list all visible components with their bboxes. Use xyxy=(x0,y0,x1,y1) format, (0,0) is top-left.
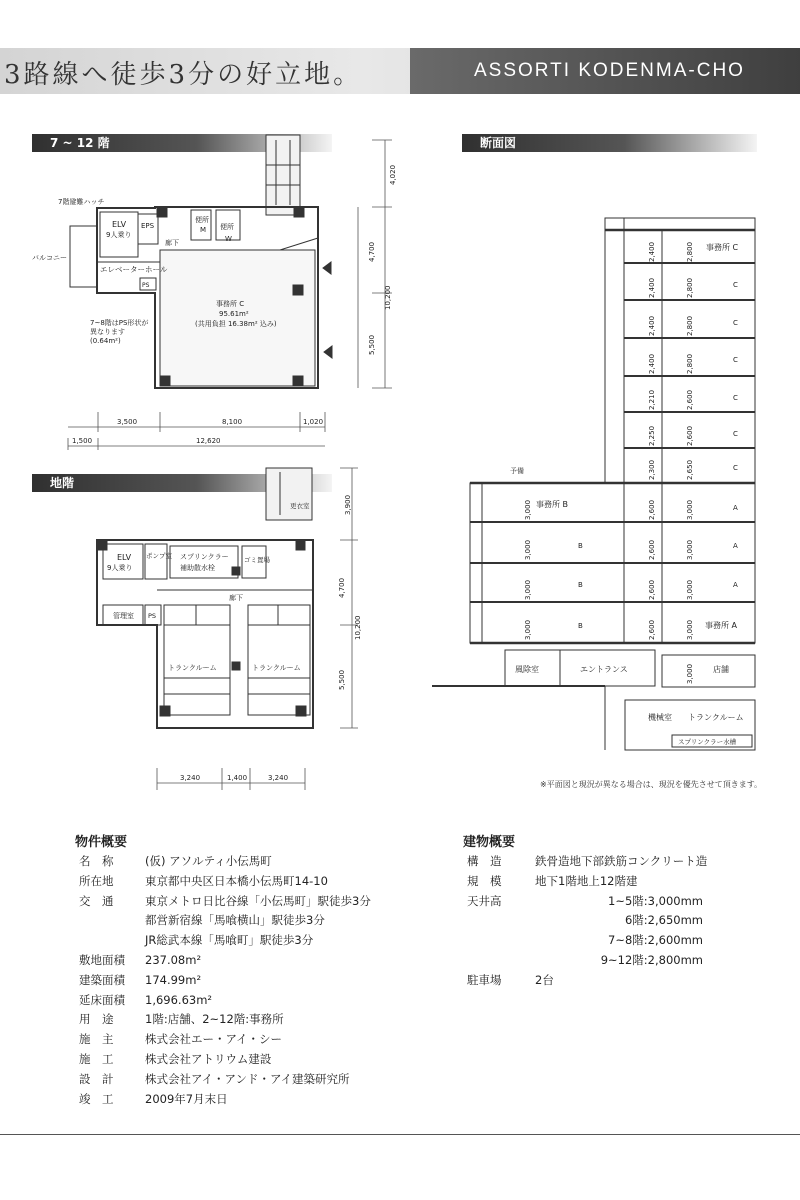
spec-value: 2009年7月末日 xyxy=(145,1091,228,1106)
h-2600-b2: 2,600 xyxy=(648,619,656,640)
dim-3500: 3,500 xyxy=(117,418,138,426)
h-2800-11: 2,800 xyxy=(686,277,694,298)
h-2600-b3: 2,600 xyxy=(648,579,656,600)
c-floor-6: C xyxy=(733,464,738,472)
spec-value: 1階:店舗、2~12階:事務所 xyxy=(145,1012,284,1027)
spec-value: 株式会社アイ・アンド・アイ建築研究所 xyxy=(145,1071,350,1086)
spec-row xyxy=(79,1050,439,1070)
spec-value: (仮) アソルティ小伝馬町 xyxy=(145,854,272,868)
spec-value: 6階:2,650mm xyxy=(624,913,703,928)
h-3000-a3: 3,000 xyxy=(686,579,694,600)
plan-note: ※平面図と現況が異なる場合は、現況を優先させて頂きます。 xyxy=(540,780,763,789)
store-label: 店舗 xyxy=(713,665,729,674)
windbreak-label: 風除室 xyxy=(515,665,539,674)
b-dim-v-3900: 3,900 xyxy=(344,494,352,515)
a-floor-3: A xyxy=(733,581,738,589)
h-3000-a5: 3,000 xyxy=(686,499,694,520)
elv-capacity: 9人乗り xyxy=(106,231,132,239)
spec-value: 株式会社エー・アイ・シー xyxy=(145,1032,282,1047)
spec-row xyxy=(467,852,787,872)
spec-label xyxy=(467,951,535,971)
property-table xyxy=(79,852,439,1109)
dim-1500: 1,500 xyxy=(72,437,93,445)
tagline: 3路線へ徒歩3分の好立地。 xyxy=(4,60,363,90)
office-b-label: 事務所 B xyxy=(536,500,569,509)
spec-value: 1,696.63m² xyxy=(145,992,213,1007)
property-title: 物件概要 xyxy=(75,835,128,850)
spec-row xyxy=(79,1010,439,1030)
b-floor-4: B xyxy=(578,542,583,550)
c-floor-7: C xyxy=(733,430,738,438)
h-3000-a4: 3,000 xyxy=(686,539,694,560)
spec-label: 所在地 xyxy=(79,873,114,888)
building-table xyxy=(467,852,787,991)
spec-value: 1~5階:3,000mm xyxy=(608,893,703,908)
h-3000-b3: 3,000 xyxy=(524,579,532,600)
spec-label xyxy=(79,911,145,931)
spec-row xyxy=(79,971,439,991)
ps-note-2: 異なります xyxy=(90,328,125,336)
spec-row xyxy=(467,931,787,951)
b-corridor-label: 廊下 xyxy=(229,594,243,602)
spec-value: 174.99m² xyxy=(145,972,202,987)
h-2400-10: 2,400 xyxy=(648,315,656,336)
b-dim-3240b: 3,240 xyxy=(268,774,289,782)
spec-label xyxy=(467,911,535,931)
office-c-top: 事務所 C xyxy=(706,243,739,252)
h-2600-8: 2,600 xyxy=(686,389,694,410)
spec-row xyxy=(79,872,439,892)
h-2210-8: 2,210 xyxy=(648,389,656,410)
trunk-room-right: トランクルーム xyxy=(252,664,301,672)
pump-room-label: ポンプ室 xyxy=(146,552,172,560)
dim-1020: 1,020 xyxy=(303,418,324,426)
spec-row xyxy=(467,971,787,991)
dim-8100: 8,100 xyxy=(222,418,243,426)
spec-row xyxy=(79,951,439,971)
mgmt-room-label: 管理室 xyxy=(113,612,134,620)
spec-value: JR総武本線「馬喰町」駅徒歩3分 xyxy=(145,933,314,948)
ps-label: PS xyxy=(142,282,150,289)
spec-row xyxy=(79,852,439,872)
spec-label: 延床面積 xyxy=(79,992,125,1007)
a-floor-5: A xyxy=(733,504,738,512)
spec-label: 駐車場 xyxy=(467,972,502,987)
corridor-label: 廊下 xyxy=(165,239,179,247)
b-dim-v-4700: 4,700 xyxy=(338,577,346,598)
c-floor-11: C xyxy=(733,281,738,289)
b-dim-3240a: 3,240 xyxy=(180,774,201,782)
h-2600-b4: 2,600 xyxy=(648,539,656,560)
section-title: 断面図 xyxy=(480,136,517,150)
h-3000-b4: 3,000 xyxy=(524,539,532,560)
spec-row xyxy=(79,931,439,951)
b-elv-label: ELV xyxy=(117,553,132,562)
spec-value: 鉄骨造地下部鉄筋コンクリート造 xyxy=(535,854,708,868)
spec-label: 竣 工 xyxy=(79,1091,114,1106)
spec-value: 東京メトロ日比谷線「小伝馬町」駅徒歩3分 xyxy=(145,893,371,908)
garbage-label: ゴミ置場 xyxy=(244,556,270,564)
spec-row xyxy=(79,1070,439,1090)
basement-title: 地階 xyxy=(50,476,75,490)
upper-floor-title: 7 ~ 12 階 xyxy=(50,136,110,150)
toilet-m-sub: M xyxy=(200,226,207,234)
spec-value: 9~12階:2,800mm xyxy=(600,952,703,967)
spec-label: 設 計 xyxy=(79,1071,114,1086)
sprinkler-tank-label: スプリンクラー水槽 xyxy=(678,738,737,746)
spare-label: 予備 xyxy=(510,467,524,475)
spec-value: 東京都中央区日本橋小伝馬町14-10 xyxy=(145,873,328,888)
machine-room-label: 機械室 xyxy=(648,713,672,722)
c-floor-9: C xyxy=(733,356,738,364)
office-c-area: 95.61m² xyxy=(219,310,249,318)
b-floor-2: B xyxy=(578,622,583,630)
spec-value: 地下1階地上12階建 xyxy=(535,873,638,888)
spec-label xyxy=(467,931,535,951)
building-title: 建物概要 xyxy=(463,835,516,850)
spec-label xyxy=(79,931,145,951)
brand-name: ASSORTI KODENMA-CHO xyxy=(474,60,745,81)
h-2600-7: 2,600 xyxy=(686,425,694,446)
a-floor-4: A xyxy=(733,542,738,550)
spec-row xyxy=(79,1090,439,1110)
h-2400-9: 2,400 xyxy=(648,353,656,374)
spec-row xyxy=(467,872,787,892)
spec-value: 都営新宿線「馬喰横山」駅徒歩3分 xyxy=(145,913,325,928)
section-trunk-label: トランクルーム xyxy=(688,713,744,722)
spec-value: 2台 xyxy=(535,972,554,987)
elevator-hall-label: エレベーターホール xyxy=(100,265,168,274)
spec-label: 施 工 xyxy=(79,1051,114,1066)
h-2800-9: 2,800 xyxy=(686,353,694,374)
h-2600-b5: 2,600 xyxy=(648,499,656,520)
sprinkler-sub-label: 補助散水栓 xyxy=(180,564,215,572)
spec-label: 建築面積 xyxy=(79,972,125,987)
h-3000-a2: 3,000 xyxy=(686,619,694,640)
b-dim-v-5500: 5,500 xyxy=(338,669,346,690)
spec-label: 天井高 xyxy=(467,893,502,908)
dim-12620: 12,620 xyxy=(196,437,221,445)
h-2650-6: 2,650 xyxy=(686,459,694,480)
h-3000-b5: 3,000 xyxy=(524,499,532,520)
h-2400-12: 2,400 xyxy=(648,241,656,262)
office-c-label: 事務所 C xyxy=(216,300,245,308)
office-c-area-note: (共用負担 16.38m² 込み) xyxy=(195,320,277,328)
dim-v-4020: 4,020 xyxy=(389,164,397,185)
spec-row xyxy=(79,1030,439,1050)
spec-label: 名 称 xyxy=(79,854,114,868)
b-dim-v-10200: 10,200 xyxy=(354,615,362,640)
spec-label: 構 造 xyxy=(467,854,502,868)
h-2400-11: 2,400 xyxy=(648,277,656,298)
c-floor-10: C xyxy=(733,319,738,327)
b-ps-label: PS xyxy=(148,612,157,620)
toilet-m-label: 便所 xyxy=(195,216,209,224)
h-2800-12: 2,800 xyxy=(686,241,694,262)
toilet-w-sub: W xyxy=(225,235,232,243)
bottom-rule xyxy=(0,1134,800,1135)
locker-label: 更衣室 xyxy=(290,502,310,510)
office-a-label: 事務所 A xyxy=(705,621,738,630)
trunk-room-left: トランクルーム xyxy=(168,664,217,672)
h-2800-10: 2,800 xyxy=(686,315,694,336)
h-2300-6: 2,300 xyxy=(648,459,656,480)
spec-row xyxy=(79,911,439,931)
dim-v-5500: 5,500 xyxy=(368,334,376,355)
spec-row xyxy=(79,892,439,912)
h-3000-b2: 3,000 xyxy=(524,619,532,640)
toilet-w-label: 便所 xyxy=(220,223,234,231)
b-floor-3: B xyxy=(578,581,583,589)
spec-label: 施 主 xyxy=(79,1032,114,1047)
dim-v-4700: 4,700 xyxy=(368,241,376,262)
balcony-label: バルコニー xyxy=(32,254,67,262)
spec-row xyxy=(467,911,787,931)
spec-label: 用 途 xyxy=(79,1012,114,1027)
c-floor-8: C xyxy=(733,394,738,402)
eps-label: EPS xyxy=(141,222,155,230)
spec-row xyxy=(79,991,439,1011)
spec-value: 237.08m² xyxy=(145,952,202,967)
h-3000-store: 3,000 xyxy=(686,663,694,684)
b-elv-capacity: 9人乗り xyxy=(107,564,133,572)
elv-label: ELV xyxy=(112,220,127,229)
b-dim-1400: 1,400 xyxy=(227,774,248,782)
spec-row xyxy=(467,892,787,912)
spec-value: 7~8階:2,600mm xyxy=(608,933,703,948)
sprinkler-label: スプリンクラー xyxy=(180,553,229,561)
spec-value: 株式会社アトリウム建設 xyxy=(145,1051,272,1066)
emergency-hatch-label: 7階避難ハッチ xyxy=(58,198,105,206)
spec-label: 敷地面積 xyxy=(79,952,125,967)
spec-row xyxy=(467,951,787,971)
ps-note-1: 7~8階はPS形状が xyxy=(90,319,149,327)
spec-label: 交 通 xyxy=(79,893,114,908)
dim-v-10200: 10,200 xyxy=(384,285,392,310)
ps-note-3: (0.64m²) xyxy=(90,337,121,345)
h-2250-7: 2,250 xyxy=(648,425,656,446)
spec-label: 規 模 xyxy=(467,873,502,888)
entrance-label: エントランス xyxy=(580,665,628,674)
